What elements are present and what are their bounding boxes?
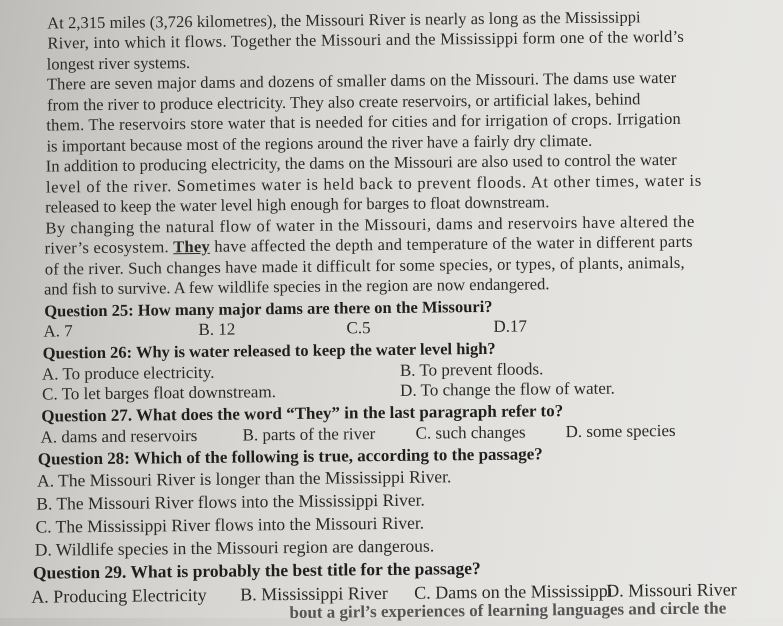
passage-line: At 2,315 miles (3,726 kilometres), the Missouri River is nearly as long as the Mississippi (47, 7, 641, 33)
passage-line: In addition to producing electricity, the dams on the Missouri are also used to control the water (45, 149, 677, 176)
option-b[interactable]: B. To prevent floods. (399, 359, 544, 380)
passage-line: of the river. Such changes have made it difficult for some species, or types, of plants, animals, (44, 252, 685, 279)
question-25: Question 25: How many major dams are there on the Missouri? (44, 296, 493, 321)
option-d[interactable]: D.17 (493, 316, 528, 336)
option-a[interactable]: A. 7 (43, 321, 73, 341)
underlined-word-they: They (173, 236, 211, 257)
option-c[interactable]: C. To let barges float downstream. (42, 382, 276, 404)
passage-text: river’s ecosystem. (44, 237, 169, 258)
passage-line: level of the river. Sometimes water is held back to prevent floods. At other times, water is (45, 170, 702, 197)
option-a[interactable]: A. The Missouri River is longer than the Mississippi River. (36, 466, 452, 491)
option-a[interactable]: A. To produce electricity. (41, 362, 215, 384)
option-c[interactable]: C. Dams on the Mississippi (414, 580, 613, 603)
passage-line: There are seven major dams and dozens of smaller dams on the Missouri. The dams use water (46, 67, 677, 94)
passage-line: them. The reservoirs store water that is needed for cities and for irrigation of crops. Irrigation (46, 108, 682, 135)
option-c[interactable]: C. The Mississippi River flows into the Missouri River. (35, 512, 425, 537)
option-a[interactable]: A. dams and reservoirs (40, 425, 198, 447)
option-b[interactable]: B. parts of the river (242, 424, 376, 445)
passage-line: longest river systems. (46, 53, 191, 74)
option-d[interactable]: D. Missouri River (606, 579, 737, 601)
passage-line: and fish to survive. A few wildlife species in the region are now endangered. (43, 274, 550, 299)
question-29: Question 29. What is probably the best title for the passage? (32, 557, 481, 583)
option-b[interactable]: B. 12 (198, 319, 236, 339)
option-d[interactable]: D. Wildlife species in the Missouri region are dangerous. (34, 535, 435, 560)
question-27: Question 27. What does the word “They” in the last paragraph refer to? (41, 401, 564, 426)
passage-line: River, into which it flows. Together the Missouri and the Mississippi form one of the world’s (47, 26, 685, 53)
option-c[interactable]: C.5 (346, 318, 371, 338)
question-28: Question 28: Which of the following is true, according to the passage? (37, 444, 543, 469)
option-c[interactable]: C. such changes (415, 422, 526, 443)
option-b[interactable]: B. The Missouri River flows into the Mississippi River. (36, 489, 425, 514)
passage-line: released to keep the water level high enough for barges to float downstream. (45, 192, 550, 217)
question-26: Question 26: Why is water released to keep the water level high? (42, 338, 496, 363)
option-b[interactable]: B. Mississippi River (240, 582, 388, 605)
passage-line: is important because most of the regions around the river have a fairly dry climate. (46, 130, 593, 156)
option-a[interactable]: A. Producing Electricity (31, 584, 207, 607)
passage-text: have affected the depth and temperature of the water in different parts (214, 231, 693, 256)
cutoff-instruction-line: bout a girl’s experiences of learning languages and circle the (289, 598, 727, 623)
option-d[interactable]: D. some species (565, 420, 676, 442)
passage-line: from the river to produce electricity. They also create reservoirs, or artificial lakes, behind (47, 89, 641, 115)
option-d[interactable]: D. To change the flow of water. (400, 378, 615, 400)
passage-line: By changing the natural flow of water in the Missouri, dams and reservoirs have altered the (45, 211, 695, 238)
